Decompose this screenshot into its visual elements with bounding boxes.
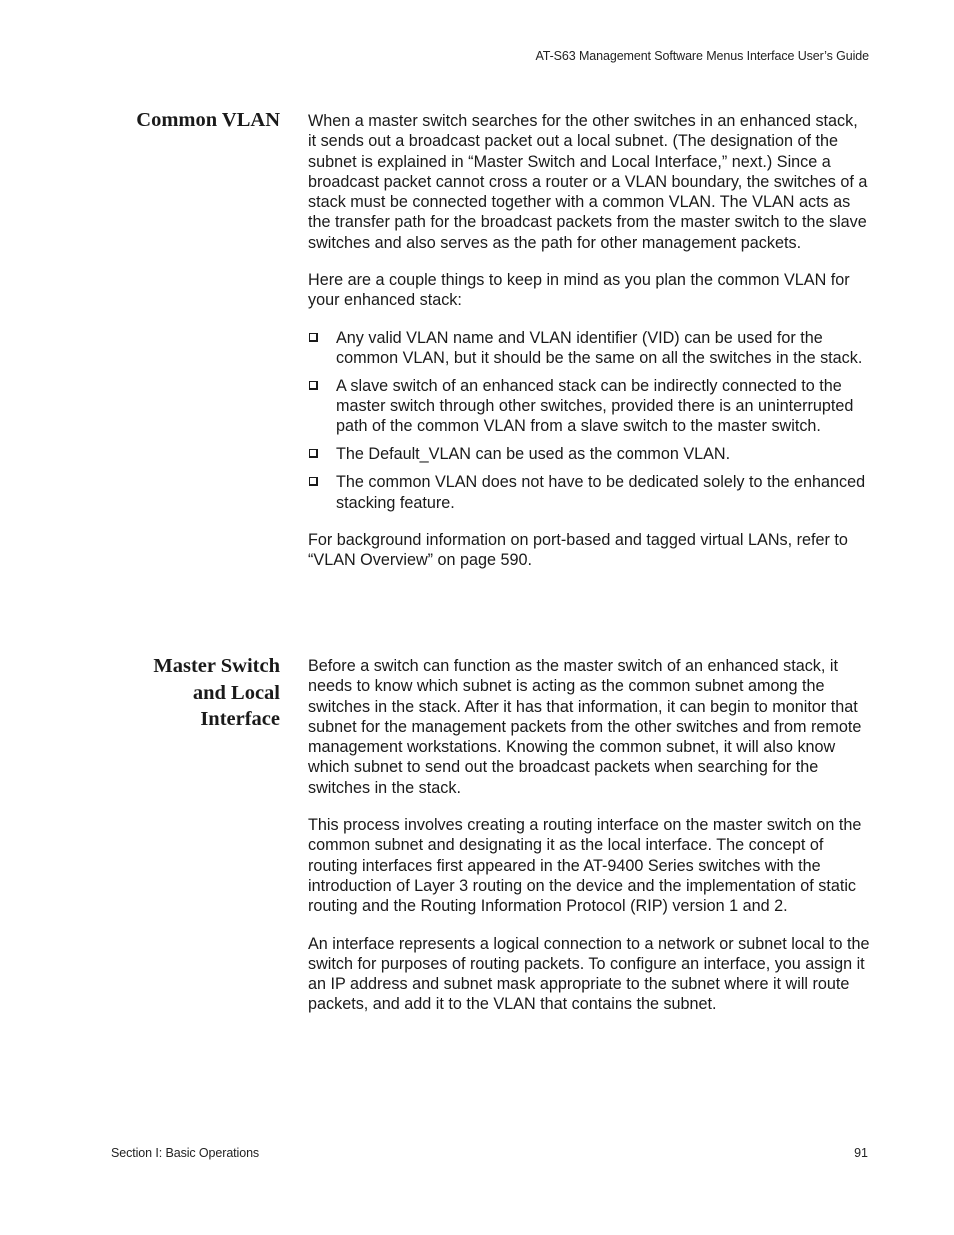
section-body-master-switch (308, 656, 870, 1015)
list-item (308, 376, 870, 437)
section-heading-master-switch (153, 653, 280, 733)
list-item-text: Any valid VLAN name and VLAN identifier (VID) can be used for the common VLAN, but it should be the same on all the switches in the stack. (336, 328, 863, 367)
list-item (308, 444, 870, 464)
checkbox-bullet-icon (309, 477, 318, 486)
section-heading-common-vlan: Common VLAN (136, 109, 280, 131)
list-item-text: The Default_VLAN can be used as the common VLAN. (336, 445, 731, 464)
paragraph: When a master switch searches for the other switches in an enhanced stack, it sends out a broadcast packet out a local subnet. (The designation of the subnet is explained in “Master Switch and Local Interface,” next.) Since a broadcast packet cannot cross a router or a VLAN boundary, the switches of a stack must be connected together with a common VLAN. The VLAN acts as the transfer path for the broadcast packets from the master switch to the slave switches and also serves as the path for other management packets. (308, 112, 868, 252)
list-item-text: The common VLAN does not have to be dedicated solely to the enhanced stacking feature. (336, 473, 866, 512)
paragraph: For background information on port-based and tagged virtual LANs, refer to “VLAN Overview” on page 590. (308, 530, 848, 570)
checkbox-bullet-icon (309, 449, 318, 458)
list-item (308, 328, 870, 369)
heading-line: Interface (200, 708, 280, 730)
list-item-text: A slave switch of an enhanced stack can be indirectly connected to the master switch through other switches, provided there is an uninterrupted path of the common VLAN from a slave switch to the master switch. (336, 376, 854, 436)
footer-section-label: Section I: Basic Operations (111, 1146, 260, 1160)
heading-line: and Local (192, 681, 280, 704)
heading-line: Master Switch (153, 655, 280, 677)
paragraph: This process involves creating a routing interface on the master switch on the common subnet and designating it as the local interface. The concept of routing interfaces first appeared in the AT-9400 Series switches with the introduction of Layer 3 routing on the device and the implementation of static routing and the Routing Information Protocol (RIP) version 1 and 2. (308, 816, 862, 916)
paragraph: An interface represents a logical connection to a network or subnet local to the switch for purposes of routing packets. To configure an interface, you assign it an IP address and subnet mask appropriate to the subnet where it will route packets, and add it to the VLAN that contains the subnet. (308, 934, 870, 1014)
running-header: AT-S63 Management Software Menus Interface User’s Guide (535, 49, 869, 63)
checkbox-bullet-icon (309, 333, 318, 342)
checkbox-bullet-icon (309, 381, 318, 390)
list-item (308, 472, 870, 513)
bullet-list (308, 328, 870, 513)
page-number: 91 (854, 1146, 868, 1160)
paragraph: Before a switch can function as the master switch of an enhanced stack, it needs to know which subnet is acting as the common subnet among the switches in the stack. After it has that information, it can begin to monitor that subnet for the management packets from the other switches and from remote management workstations. Knowing the common subnet, it will also know which subnet to send out the broadcast packets when searching for the switches in the stack. (308, 657, 862, 797)
section-body-common-vlan (308, 111, 870, 570)
paragraph: Here are a couple things to keep in mind as you plan the common VLAN for your enhanced stack: (308, 271, 850, 310)
